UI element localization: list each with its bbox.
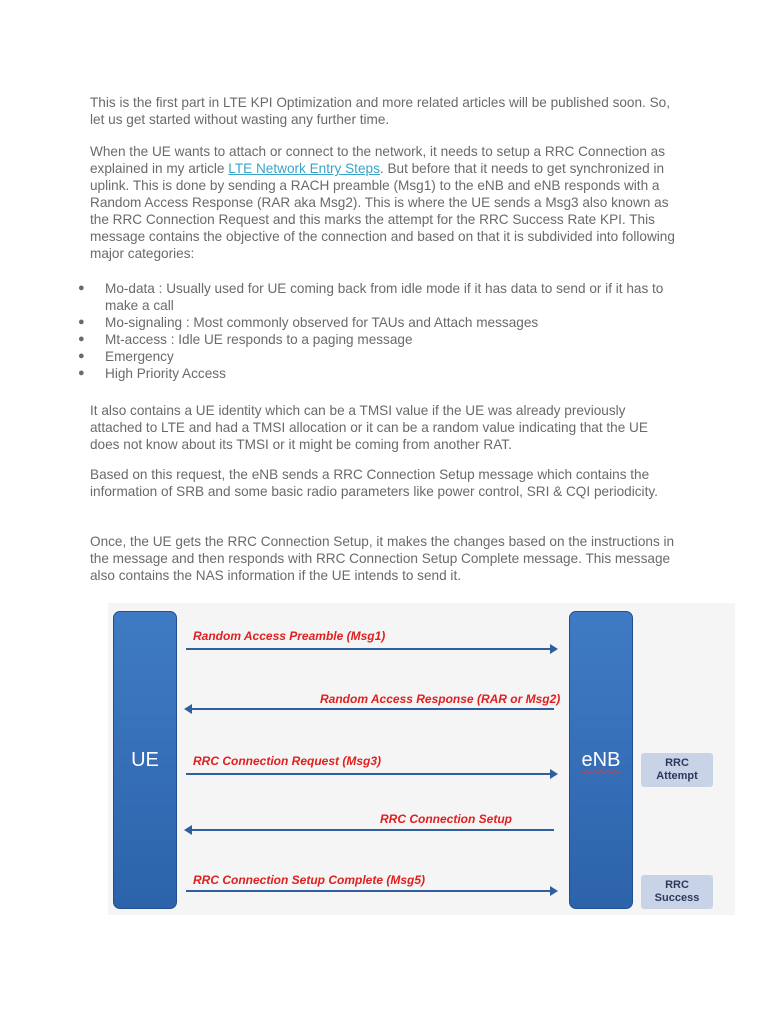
msg4-label: RRC Connection Setup	[380, 812, 512, 826]
rrc-success-label: RRC Success	[654, 879, 700, 904]
bullet-icon: ●	[78, 282, 85, 294]
msg5-arrow	[186, 890, 556, 892]
msg2-arrow	[186, 708, 554, 710]
arrow-head-icon	[550, 886, 558, 896]
setup-text: Based on this request, the eNB sends a RRC Connection Setup message which contains the information of SRB and some basic radio parameters like power control, SRI & CQI periodicity.	[90, 467, 658, 499]
bullet-icon: ●	[78, 367, 85, 379]
lte-network-entry-link[interactable]: LTE Network Entry Steps	[228, 161, 380, 176]
list-item	[78, 314, 683, 331]
arrow-head-icon	[550, 769, 558, 779]
msg3-label: RRC Connection Request (Msg3)	[193, 754, 382, 768]
ue-identity-text: It also contains a UE identity which can be a TMSI value if the UE was already previously attached to LTE and had a TMSI allocation or it can be a random value indicating that the UE does not know about its TMSI or it might be coming from another RAT.	[90, 403, 648, 452]
list-item	[78, 331, 683, 348]
setup-complete-paragraph	[90, 533, 680, 584]
list-item	[78, 348, 683, 365]
msg3-arrow	[186, 773, 556, 775]
bullet-icon: ●	[78, 333, 85, 345]
rrc-attempt-tag	[641, 753, 713, 787]
rrc-sequence-diagram	[108, 603, 735, 915]
arrow-head-icon	[184, 825, 192, 835]
msg5-label: RRC Connection Setup Complete (Msg5)	[193, 873, 426, 887]
arrow-head-icon	[550, 644, 558, 654]
setup-paragraph	[90, 466, 680, 500]
list-item	[78, 365, 683, 382]
msg4-arrow	[186, 829, 554, 831]
rrc-text-end: . But before that it needs to get synchronized in uplink. This is done by sending a RACH preamble (Msg1) to the eNB and eNB responds with a Random Access Response (RAR aka Msg2). This is where the UE sends a Msg3 also known as the RRC Connection Request and this marks the attempt for the RRC Success Rate KPI. This message contains the objective of the connection and based on that it is subdivided into following major categories:	[90, 161, 675, 261]
enb-label: eNB	[581, 748, 621, 771]
rrc-attempt-label: RRC Attempt	[656, 757, 698, 782]
ue-lifeline	[113, 611, 177, 909]
list-item	[78, 280, 683, 314]
rrc-text	[90, 143, 680, 262]
rrc-success-tag	[641, 875, 713, 909]
bullet-icon: ●	[78, 316, 85, 328]
msg2-label: Random Access Response (RAR or Msg2)	[320, 692, 561, 706]
msg1-label: Random Access Preamble (Msg1)	[193, 629, 386, 643]
rrc-text-start: When the UE wants to attach or connect to the network, it needs to setup a RRC Connection as explained in my article	[90, 144, 666, 176]
intro-text: This is the first part in LTE KPI Optimization and more related articles will be published soon. So, let us get started without wasting any further time.	[90, 95, 671, 127]
rrc-paragraph	[90, 143, 680, 262]
msg1-arrow	[186, 648, 556, 650]
bullet-icon: ●	[78, 350, 85, 362]
arrow-head-icon	[184, 704, 192, 714]
list-item-text: High Priority Access	[105, 366, 226, 381]
setup-complete-text: Once, the UE gets the RRC Connection Setup, it makes the changes based on the instructions in the message and then responds with RRC Connection Setup Complete message. This message also contains the NAS information if the UE intends to send it.	[90, 534, 675, 583]
ue-identity-paragraph	[90, 402, 680, 453]
enb-lifeline	[569, 611, 633, 909]
list-item-text: Mo-data : Usually used for UE coming back from idle mode if it has data to send or if it has to make a call	[105, 281, 664, 313]
list-item-text: Mo-signaling : Most commonly observed for TAUs and Attach messages	[105, 315, 539, 330]
category-list	[78, 280, 683, 382]
intro-paragraph	[90, 94, 680, 128]
list-item-text: Mt-access : Idle UE responds to a paging message	[105, 332, 413, 347]
ue-label: UE	[131, 748, 159, 771]
list-item-text: Emergency	[105, 349, 174, 364]
